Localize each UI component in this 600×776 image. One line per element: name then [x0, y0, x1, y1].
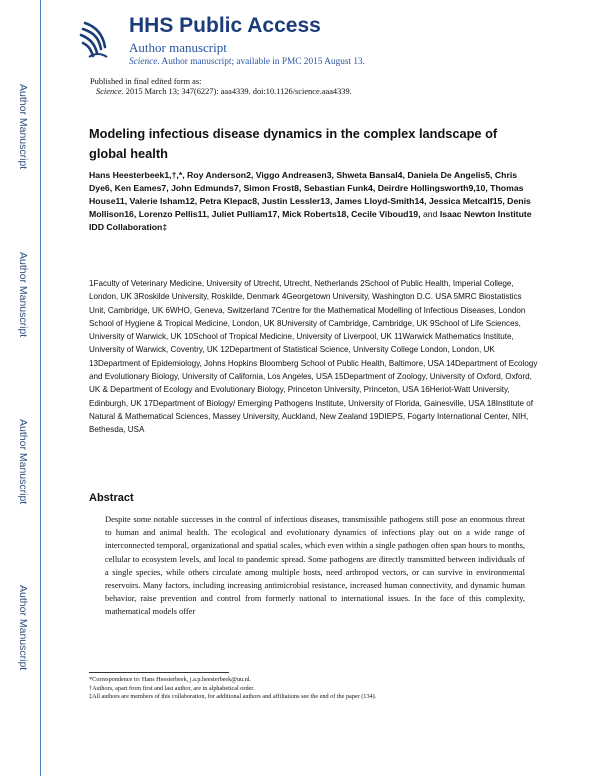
authors-main: Hans Heesterbeek1,†,*, Roy Anderson2, Viggo Andreasen3, Shweta Bansal4, Daniela De Angelis5, Chris Dye6, Ken Eames7, John Edmunds7, Simon Frost8, Sebastian Funk4, Deirdre Hollingsworth9,10, Thomas House11, Valerie Isham12, Petra Klepac8, Justin Lessler13, James Lloyd-Smith14, Jessica Metcalf15, Denis Mollison16, Lorenzo Pellis11, Juliet Pulliam17, Mick Roberts18, Cecile Viboud19, [89, 170, 531, 220]
hhs-public-access-title: HHS Public Access [129, 14, 321, 37]
author-manuscript-subtitle: Author manuscript [129, 40, 227, 55]
hhs-eagle-logo-icon [78, 18, 112, 62]
abstract-text: Despite some notable successes in the control of infectious diseases, transmissible pathogens still pose an enormous threat to human and animal health. The ecological and evolutionary dynamics of infections play out on a wide range of interconnected temporal, organizational and spatial scales, which even within a single pathogen often span hours to months, cellular to ecosystem levels, and local to pandemic spread. Some pathogens are directly transmitted between individuals of a single species, while others circulate among multiple hosts, need arthropod vectors, or can survive in environmental reservoirs. Many factors, including increasing antimicrobial resistance, increased human connectivity, and dynamic human behavior, raise prevention and control from formerly national to international issues. In the face of this complexity, mathematical models offer [105, 514, 525, 617]
footnotes [89, 676, 529, 702]
citation-details: . 2015 March 13; 347(6227): aaa4339. doi:10.1126/science.aaa4339. [121, 87, 352, 96]
article-title: Modeling infectious disease dynamics in the complex landscape of global health [89, 126, 498, 161]
side-label: Author Manuscript [17, 84, 29, 170]
side-label: Author Manuscript [17, 419, 29, 505]
citation-line [96, 87, 352, 96]
footnote-author-order: †Authors, apart from first and last author, are in alphabetical order. [89, 684, 255, 692]
journal-name: Science [129, 57, 158, 67]
author-list [89, 169, 534, 234]
authors-collaboration: Isaac Newton Institute IDD Collaboration‡ [89, 209, 532, 233]
availability-line [129, 57, 365, 67]
footnote-correspondence: *Correspondence to: Hans Heesterbeek, j.a.p.heesterbeek@uu.nl. [89, 676, 252, 683]
availability-text: . Author manuscript; available in PMC 2015 August 13. [157, 57, 366, 67]
side-label: Author Manuscript [17, 252, 29, 338]
side-strip [0, 0, 41, 776]
footnote-divider [89, 672, 229, 673]
authors-and: and [422, 209, 438, 220]
side-label: Author Manuscript [17, 585, 29, 671]
abstract-heading: Abstract [89, 492, 134, 504]
citation-journal: Science [96, 87, 122, 96]
affiliations: 1Faculty of Veterinary Medicine, University of Utrecht, Utrecht, Netherlands 2School of Public Health, Imperial College, London, UK 3Roskilde University, Roskilde, Denmark 4Georgetown University, Washington D.C. USA 5MRC Biostatistics Unit, Cambridge, UK 6WHO, Geneva, Switzerland 7Centre for the Mathematical Modelling of Infectious Diseases, London School of Hygiene & Tropical Medicine, London, UK 8University of Cambridge, Cambridge, UK 9School of Life Sciences, University of Warwick, UK 10School of Tropical Medicine, University of Liverpool, UK 11Warwick Mathematics Institute, University of Warwick, Coventry, UK 12Department of Statistical Science, University College London, London, UK 13Department of Epidemiology, Johns Hopkins Bloomberg School of Public Health, Baltimore, USA 14Department of Ecology and Evolutionary Biology, University of California, Los Angeles, USA 15Department of Zoology, University of Oxford, Oxford, UK & Department of Ecology and Evolutionary Biology, Princeton University, Princeton, USA 16Heriot-Watt University, Edinburgh, UK 17Department of Biology/ Emerging Pathogens Institute, University of Florida, Gainesville, USA 18Institute of Natural & Mathematical Sciences, Massey University, Auckland, New Zealand 19DIEPS, Fogarty International Center, NIH, Bethesda, USA [89, 279, 538, 435]
published-label: Published in final edited form as: [90, 77, 202, 86]
footnote-collaboration: ‡All authors are members of this collaboration, for additional authors and affiliations see the end of the paper (134). [89, 693, 377, 700]
